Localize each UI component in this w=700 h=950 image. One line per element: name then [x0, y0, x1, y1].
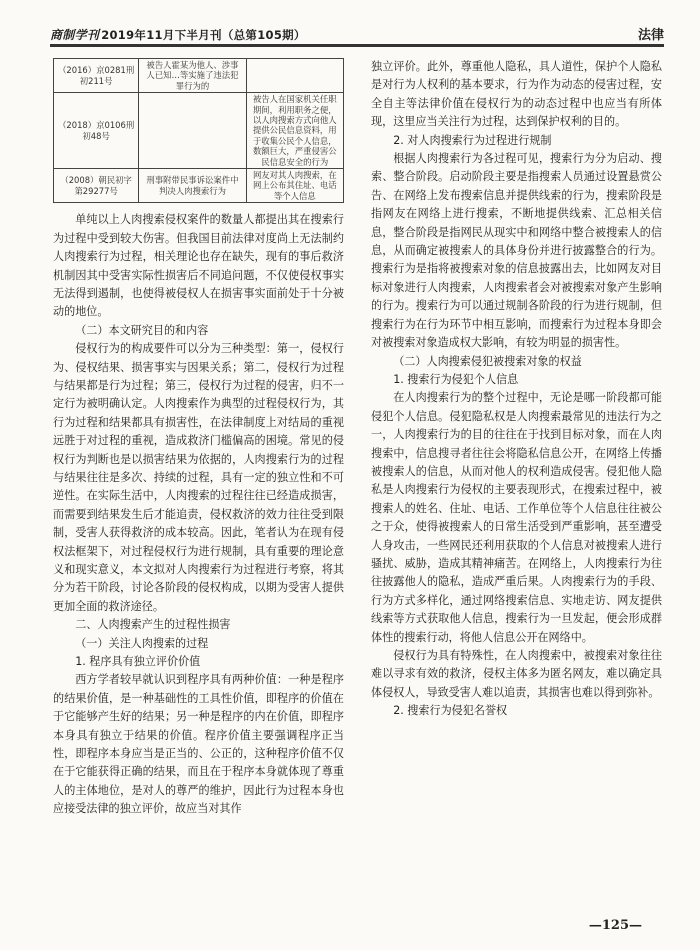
section-heading: 1. 搜索行为侵犯个人信息: [393, 372, 519, 386]
case-table: [53, 58, 344, 203]
table-cell: （2018）京0106刑初48号: [54, 93, 139, 169]
table-row: [54, 59, 344, 93]
table-cell: 被告人在国家机关任职期间，利用职务之便，以人肉搜索方式向他人提供公民信息资料，用于收集公民个人信息，数额巨大，严重侵害公民信息安全的行为: [246, 93, 343, 169]
issue-text: 2019年11月下半月刊（总第105期）: [101, 28, 306, 42]
paragraph: 根据人肉搜索行为各过程可见，搜索行为分为启动、搜索、整合阶段。启动阶段主要是指搜索人员通过设置悬赏公告、在网络上发布搜索信息并提供线索的行为，搜索阶段是指网友在网络上进行搜索，不断地提供线索、汇总相关信息，整合阶段是指网民从现实中和网络中整合被搜索人的信息，从而确定被搜索人的具体身份并进行披露整合的行为。搜索行为是指将被搜索对象的信息披露出去，比如网友对目标对象进行人肉搜索，人肉搜索者会对被搜索对象产生影响的行为。搜索行为可以通过规制各阶段的行为进行规制，但搜索行为在行为环节中相互影响，而搜索行为过程本身即会对被搜索对象造成权大影响，有较为明显的损害性。: [371, 152, 662, 350]
paragraph: 侵权行为具有特殊性，在人肉搜索中，被搜索对象往往难以寻求有效的救济，侵权主体多为匿名网友，难以确定具体侵权人，导致受害人难以追责，其损害也难以得到弥补。: [371, 649, 662, 699]
table-cell: （2008）朝民初字第29277号: [54, 169, 139, 203]
section-heading: 二、人肉搜索产生的过程性损害: [75, 618, 231, 632]
page-number: —125—: [588, 918, 642, 933]
paragraph: 西方学者较早就认识到程序具有两种价值：一种是程序的结果价值，是一种基础性的工具性价值，即程序的价值在于它能够产生好的结果；另一种是程序的内在价值，即程序本身具有独立于结果的价值。程序价值主要强调程序正当性，即程序本身应当是正当的、公正的，这种程序价值不仅在于它能获得正确的结果，而且在于程序本身就体现了尊重人的主体地位，是对人的尊严的维护，因此行为过程本身也应接受法律的独立评价，故应当对其作: [53, 673, 344, 816]
paragraph: 在人肉搜索行为的整个过程中，无论是哪一阶段都可能侵犯个人信息。侵犯隐私权是人肉搜索最常见的违法行为之一，人肉搜索行为的目的往往在于找到目标对象，而在人肉搜索中，信息搜寻者往往会将隐私信息公开，在网络上传播被搜索人的信息，从而对他人的权利造成侵害。侵犯他人隐私是人肉搜索行为侵权的主要表现形式，在搜索过程中，被搜索人的姓名、住址、电话、工作单位等个人信息往往被公之于众，使得被搜索人的日常生活受到严重影响，甚至遭受人身攻击，一些网民还利用获取的个人信息对被搜索人进行骚扰、威胁，造成其精神痛苦。在网络上，人肉搜索行为往往披露他人的隐私，造成严重后果。人肉搜索行为的手段、行为方式多样化，通过网络搜索信息、实地走访、网友提供线索等方式获取他人信息，搜索行为一旦发起，便会形成群体性的搜索行动，将他人信息公开在网络中。: [371, 391, 662, 644]
table-cell: 被告人霍某为他人、涉事人已知…等实施了违法犯罪行为的: [139, 59, 246, 93]
page-header: [50, 24, 664, 46]
table-row: [54, 169, 344, 203]
table-cell: 刑事附带民事诉讼案件中判决人肉搜索行为: [139, 169, 246, 203]
section-heading: （二）本文研究目的和内容: [75, 323, 209, 337]
paragraph: 独立评价。此外，尊重他人隐私，具人道性，保护个人隐私是对行为人权利的基本要求，行为作为动态的侵害过程，安全自主等法律价值在侵权行为的动态过程中也应当有所体现，这里应当关注行为过程，达到保护权利的目的。: [371, 60, 662, 129]
section-heading: 1. 程序具有独立评价价值: [75, 655, 201, 669]
journal-logo: 商制学刊: [50, 28, 100, 42]
section-heading: （一）关注人肉搜索的过程: [75, 636, 209, 650]
section-heading: 2. 对人肉搜索行为过程进行规制: [393, 133, 552, 147]
header-rule: [50, 44, 664, 47]
table-cell: （2016）京0281刑初211号: [54, 59, 139, 93]
paragraph: 单纯以上人肉搜索侵权案件的数量人都提出其在搜索行为过程中受到较大伤害。但我国目前法律对度尚上无法制约人肉搜索行为过程，相关理论也存在缺失，现有的事后救济机制因其中受害实际性损害后不同追问题，不仅使侵权事实无法得到遏制，也使得被侵权人在损害事实面前处于十分被动的地位。: [53, 213, 344, 319]
paragraph: 侵权行为的构成要件可以分为三种类型：第一，侵权行为、侵权结果、损害事实与因果关系；第二，侵权行为过程与结果都是行为过程；第三，侵权行为过程的侵害，归不一定行为被明确认定。人肉搜索作为典型的过程侵权行为，其行为过程和结果都具有损害性，在法律制度上对结局的重视远胜于对过程的重视，造成救济门槛偏高的困境。常见的侵权行为判断也是以损害结果为依据的，人肉搜索行为的过程与结果往往是多次、持续的过程，具有一定的独立性和不可逆性。在实际生活中，人肉搜索的过程往往已经造成损害，而需要到结果发生后才能追责，侵权救济的效力往往受到限制，受害人获得救济的成本较高。因此，笔者认为在现有侵权法框架下，对过程侵权行为进行规制，具有重要的理论意义和现实意义，本文拟对人肉搜索行为过程进行考察，将其分为若干阶段，讨论各阶段的侵权构成，以期为受害人提供更加全面的救济途径。: [53, 342, 344, 613]
journal-issue-line: [50, 26, 306, 43]
right-column: [371, 58, 662, 721]
table-cell: [246, 59, 343, 93]
section-heading: （二）人肉搜索侵犯被搜索对象的权益: [393, 354, 582, 368]
table-cell: 网友对其人肉搜索，在网上公布其住址、电话等个人信息: [246, 169, 343, 203]
table-row: [54, 93, 344, 169]
left-column: [53, 58, 344, 819]
section-heading: 2. 搜索行为侵犯名誉权: [393, 704, 508, 718]
section-label: 法律: [637, 28, 664, 43]
table-cell: [139, 93, 246, 169]
